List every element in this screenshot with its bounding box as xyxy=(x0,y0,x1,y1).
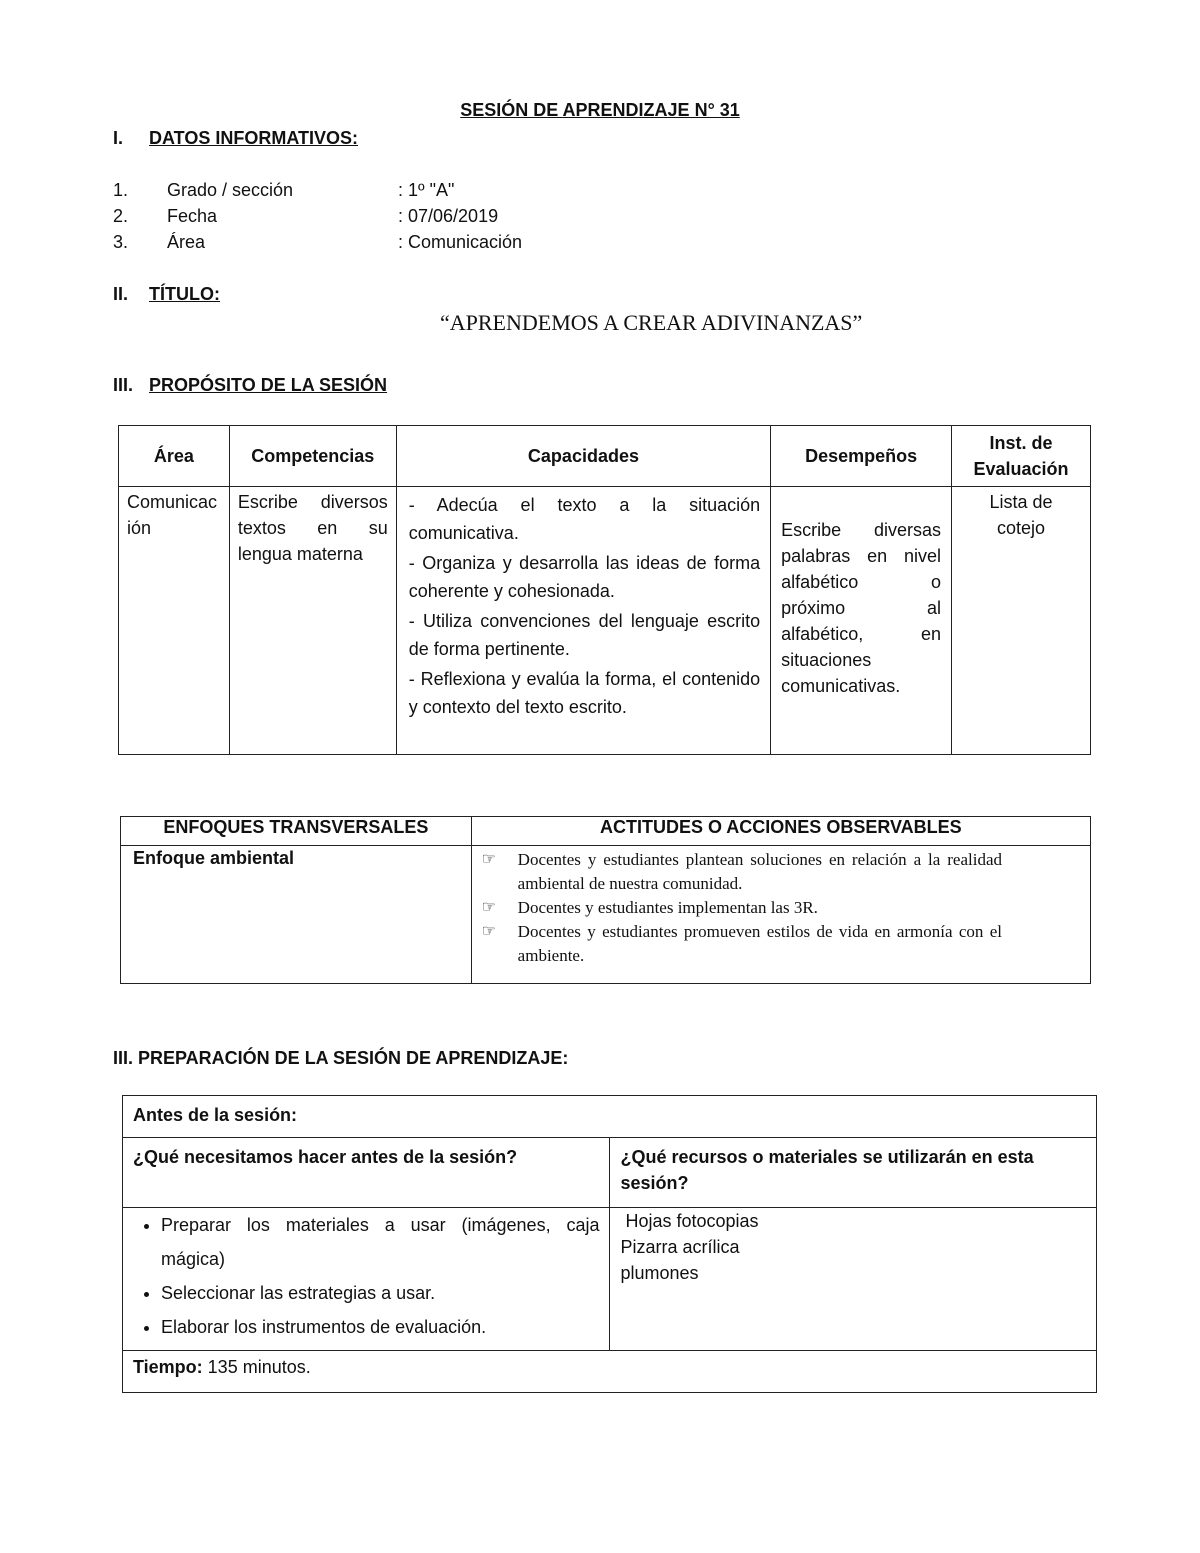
cell-antes: Antes de la sesión: xyxy=(123,1096,1097,1138)
capacidad-item: - Utiliza convenciones del lenguaje escrito de forma pertinente. xyxy=(408,611,761,659)
cell-competencia: Escribe diversos textos en su lengua materna xyxy=(229,487,396,755)
header-competencias: Competencias xyxy=(229,426,396,487)
recurso-item: Pizarra acrílica xyxy=(620,1237,740,1257)
cell-q1: ¿Qué necesitamos hacer antes de la sesión? xyxy=(123,1138,610,1208)
tarea-item: • Elaborar los instrumentos de evaluación. xyxy=(161,1310,599,1344)
info-number: 2. xyxy=(113,206,129,226)
section-datos-informativos xyxy=(113,128,358,149)
capacidad-item: - Adecúa el texto a la situación comunicativa. xyxy=(408,495,761,543)
section-proposito xyxy=(113,375,387,396)
header-capacidades: Capacidades xyxy=(396,426,770,487)
tiempo-value: 135 minutos. xyxy=(202,1357,311,1377)
hand-pointer-icon: ☞ xyxy=(481,851,497,868)
info-list xyxy=(0,180,1200,258)
info-label: Fecha xyxy=(167,206,218,226)
info-value: : 1º "A" xyxy=(398,180,455,200)
section-label: PROPÓSITO DE LA SESIÓN xyxy=(149,375,388,395)
header-area: Área xyxy=(119,426,230,487)
cell-enfoque: Enfoque ambiental xyxy=(121,846,472,984)
section-label: DATOS INFORMATIVOS: xyxy=(149,128,358,148)
cell-instrumento: Lista de cotejo xyxy=(952,487,1091,755)
enfoques-table xyxy=(120,816,1091,984)
header-actitudes: ACTITUDES O ACCIONES OBSERVABLES xyxy=(471,817,1090,846)
page-title: SESIÓN DE APRENDIZAJE N° 31 xyxy=(460,100,740,120)
cell-recursos xyxy=(610,1208,1097,1351)
section-number: II. xyxy=(113,284,129,304)
actitud-item: ☞ Docentes y estudiantes plantean soluciones en relación a la realidad ambiental de nuestra comunidad. xyxy=(481,850,1002,893)
capacidad-item: - Organiza y desarrolla las ideas de forma coherente y cohesionada. xyxy=(408,553,761,601)
actitud-item: ☞ Docentes y estudiantes implementan las 3R. xyxy=(482,896,1002,920)
hand-pointer-icon: ☞ xyxy=(481,899,497,916)
info-row-fecha xyxy=(0,206,1200,232)
header-enfoques: ENFOQUES TRANSVERSALES xyxy=(121,817,472,846)
header-desempenos: Desempeños xyxy=(771,426,952,487)
header-instrumento: Inst. de Evaluación xyxy=(952,426,1091,487)
tarea-item: • Preparar los materiales a usar (imágenes, caja mágica) xyxy=(161,1208,599,1276)
capacidad-item: - Reflexiona y evalúa la forma, el contenido y contexto del texto escrito. xyxy=(408,669,761,717)
info-value: : 07/06/2019 xyxy=(398,206,499,226)
info-label: Grado / sección xyxy=(167,180,294,200)
cell-tiempo xyxy=(123,1351,1097,1393)
info-value: : Comunicación xyxy=(398,232,523,252)
recurso-item: Hojas fotocopias xyxy=(620,1211,759,1231)
hand-pointer-icon: ☞ xyxy=(481,923,497,940)
cell-actitudes xyxy=(471,846,1090,984)
cell-tareas xyxy=(123,1208,610,1351)
section-number: III. xyxy=(113,375,134,395)
section-label: TÍTULO: xyxy=(149,284,220,304)
cell-area: Comunicación xyxy=(119,487,230,755)
tiempo-label: Tiempo: xyxy=(133,1357,203,1377)
tarea-item: • Seleccionar las estrategias a usar. xyxy=(161,1276,599,1310)
recurso-item: plumones xyxy=(620,1263,699,1283)
prep-table xyxy=(122,1095,1097,1393)
info-row-area xyxy=(0,232,1200,258)
actitud-item: ☞ Docentes y estudiantes promueven estilos de vida en armonía con el ambiente. xyxy=(481,922,1002,965)
cell-capacidades xyxy=(396,487,770,755)
info-number: 1. xyxy=(113,180,129,200)
section-titulo xyxy=(113,284,220,305)
cell-desempeno: Escribe diversas palabras en nivel alfabético o próximo al alfabético, en situaciones comunicativas. xyxy=(771,487,952,755)
info-row-grado xyxy=(0,180,1200,206)
session-title: “APRENDEMOS A CREAR ADIVINANZAS” xyxy=(440,310,863,335)
info-label: Área xyxy=(167,232,206,252)
section-preparacion: III. PREPARACIÓN DE LA SESIÓN DE APRENDIZAJE: xyxy=(113,1048,569,1068)
cell-q2: ¿Qué recursos o materiales se utilizarán en esta sesión? xyxy=(610,1138,1097,1208)
purpose-table xyxy=(118,425,1091,755)
section-number: I. xyxy=(113,128,124,148)
info-number: 3. xyxy=(113,232,129,252)
